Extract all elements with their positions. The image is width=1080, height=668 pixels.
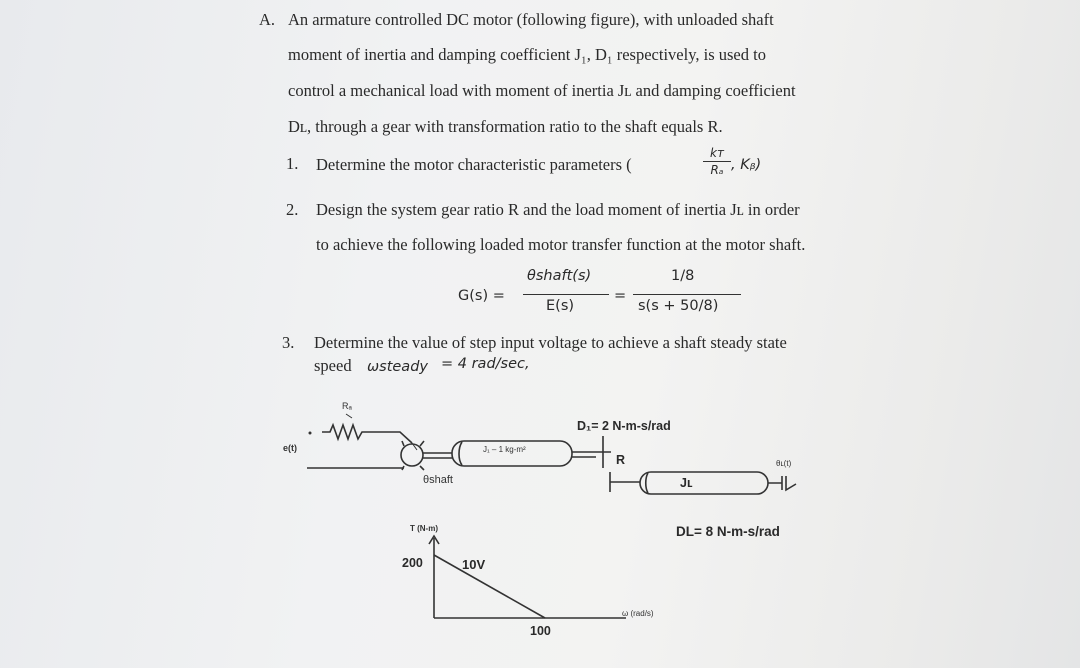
d1-label: D₁= 2 N-m-s/rad — [577, 419, 671, 433]
gear-ratio-label: R — [616, 453, 626, 467]
dl-label: DL= 8 N-m-s/rad — [676, 524, 780, 539]
j1-label: J₁ – 1 kg-m² — [483, 445, 526, 454]
ra-label: Rₐ — [342, 401, 352, 411]
no-load-speed-value: 100 — [530, 624, 551, 638]
stall-torque-value: 200 — [402, 556, 423, 570]
resistor-symbol — [322, 425, 412, 443]
equation-frac1-den: E(s) — [546, 298, 575, 314]
q1-tail: , Kᵦ) — [731, 157, 762, 173]
gear-top — [596, 436, 611, 468]
q2-number: 2. — [286, 200, 299, 219]
q2-line-1: Design the system gear ratio R and the load moment of inertia Jʟ in order — [316, 200, 800, 219]
theta-shaft-label: θshaft — [423, 474, 453, 486]
q3-line-1: Determine the value of step input voltage to achieve a shaft steady state — [314, 333, 787, 352]
equation-lhs: G(s) = — [458, 288, 505, 304]
q1-frac-den: Rₐ — [710, 163, 724, 177]
jl-inertia — [640, 472, 768, 494]
equation-frac2-den: s(s + 50/8) — [638, 298, 719, 314]
q2-line-2: to achieve the following loaded motor transfer function at the motor shaft. — [316, 235, 806, 254]
gear-bottom — [610, 472, 640, 492]
intro-line-3: control a mechanical load with moment of inertia Jʟ and damping coefficient — [288, 81, 796, 100]
intro-line-4: Dʟ, through a gear with transformation ratio to the shaft equals R. — [288, 117, 723, 136]
voltage-label: 10V — [462, 557, 486, 572]
torque-axis-label: T (N-m) — [410, 524, 438, 533]
motor-symbol — [401, 444, 423, 466]
intro-line-2: moment of inertia and damping coefficient J₁, D₁ respectively, is used to — [288, 45, 766, 64]
q1-frac-num: kᴛ — [710, 146, 724, 160]
q3-number: 3. — [282, 333, 295, 352]
equation-frac1-num: θshaft(s) — [527, 268, 592, 284]
jl-label: Jʟ — [680, 476, 693, 490]
torque-speed-line — [434, 555, 545, 618]
speed-axis-label: ω (rad/s) — [622, 609, 654, 618]
problem-label: A. — [259, 10, 276, 29]
q1-text: Determine the motor characteristic parameters ( — [316, 155, 632, 174]
ea-label: e(t) — [283, 443, 297, 453]
theta-load-label: θʟ(t) — [776, 459, 792, 468]
q3-omega: ωsteady — [367, 359, 428, 375]
intro-line-1: An armature controlled DC motor (following figure), with unloaded shaft — [288, 10, 774, 29]
q3-value: = 4 rad/sec, — [441, 356, 530, 372]
equation-frac2-num: 1/8 — [671, 268, 695, 284]
equation-equals: = — [614, 288, 627, 304]
q3-line-2-prefix: speed — [314, 356, 352, 375]
q1-number: 1. — [286, 154, 299, 173]
